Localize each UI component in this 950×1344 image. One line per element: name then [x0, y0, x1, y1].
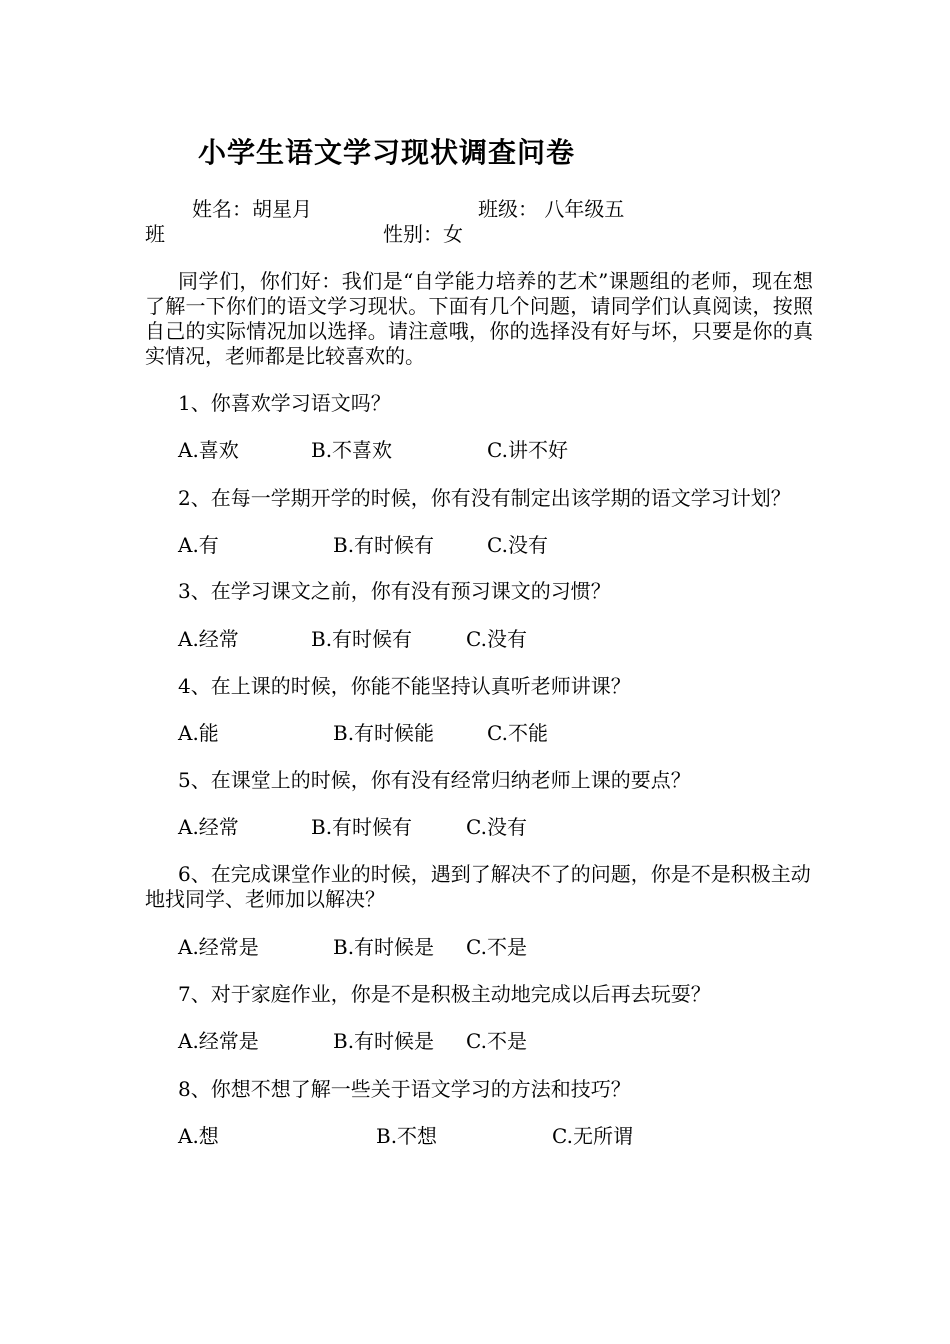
student-gender: 性别：女 [383, 222, 463, 246]
q2-option-c[interactable]: C.没有 [487, 533, 548, 557]
q4-option-a[interactable]: A.能 [178, 721, 219, 745]
q6-option-c[interactable]: C.不是 [466, 935, 527, 959]
page-title: 小学生语文学习现状调查问卷 [198, 136, 576, 169]
q8-option-b[interactable]: B.不想 [376, 1124, 438, 1148]
question-6: 6、在完成课堂作业的时候，遇到了解决不了的问题，你是不是积极主动地找同学、老师加以解决？ [145, 862, 811, 911]
q8-option-c[interactable]: C.无所谓 [552, 1124, 633, 1148]
q2-option-a[interactable]: A.有 [178, 533, 219, 557]
q1-option-a[interactable]: A.喜欢 [178, 438, 239, 462]
q4-option-b[interactable]: B.有时候能 [333, 721, 435, 745]
question-8: 8、你想不想了解一些关于语文学习的方法和技巧？ [178, 1077, 631, 1101]
question-2: 2、在每一学期开学的时候，你有没有制定出该学期的语文学习计划？ [178, 486, 791, 510]
q7-option-b[interactable]: B.有时候是 [333, 1029, 435, 1053]
question-5: 5、在课堂上的时候，你有没有经常归纳老师上课的要点？ [178, 768, 691, 792]
question-1: 1、你喜欢学习语文吗？ [178, 391, 391, 415]
q3-option-c[interactable]: C.没有 [466, 627, 527, 651]
q7-option-a[interactable]: A.经常是 [178, 1029, 259, 1053]
student-class: 班级： 八年级五 [478, 197, 625, 221]
q1-option-c[interactable]: C.讲不好 [487, 438, 568, 462]
q6-option-a[interactable]: A.经常是 [178, 935, 259, 959]
q6-option-b[interactable]: B.有时候是 [333, 935, 435, 959]
student-class-continued: 班 [145, 222, 165, 246]
student-name: 姓名：胡星月 [192, 197, 312, 221]
question-3: 3、在学习课文之前，你有没有预习课文的习惯？ [178, 579, 611, 603]
q7-option-c[interactable]: C.不是 [466, 1029, 527, 1053]
question-4: 4、在上课的时候，你能不能坚持认真听老师讲课？ [178, 674, 631, 698]
q5-option-b[interactable]: B.有时候有 [311, 815, 413, 839]
question-7: 7、对于家庭作业，你是不是积极主动地完成以后再去玩耍？ [178, 982, 711, 1006]
q2-option-b[interactable]: B.有时候有 [333, 533, 435, 557]
q3-option-b[interactable]: B.有时候有 [311, 627, 413, 651]
intro-paragraph: 同学们，你们好：我们是“自学能力培养的艺术”课题组的老师，现在想了解一下你们的语文学习现状。下面有几个问题，请同学们认真阅读，按照自己的实际情况加以选择。请注意哦，你的选择没有好与坏，只要是你的真实情况，老师都是比较喜欢的。 [145, 269, 813, 368]
q5-option-a[interactable]: A.经常 [178, 815, 239, 839]
q1-option-b[interactable]: B.不喜欢 [311, 438, 393, 462]
q5-option-c[interactable]: C.没有 [466, 815, 527, 839]
q3-option-a[interactable]: A.经常 [178, 627, 239, 651]
q8-option-a[interactable]: A.想 [178, 1124, 219, 1148]
q4-option-c[interactable]: C.不能 [487, 721, 548, 745]
